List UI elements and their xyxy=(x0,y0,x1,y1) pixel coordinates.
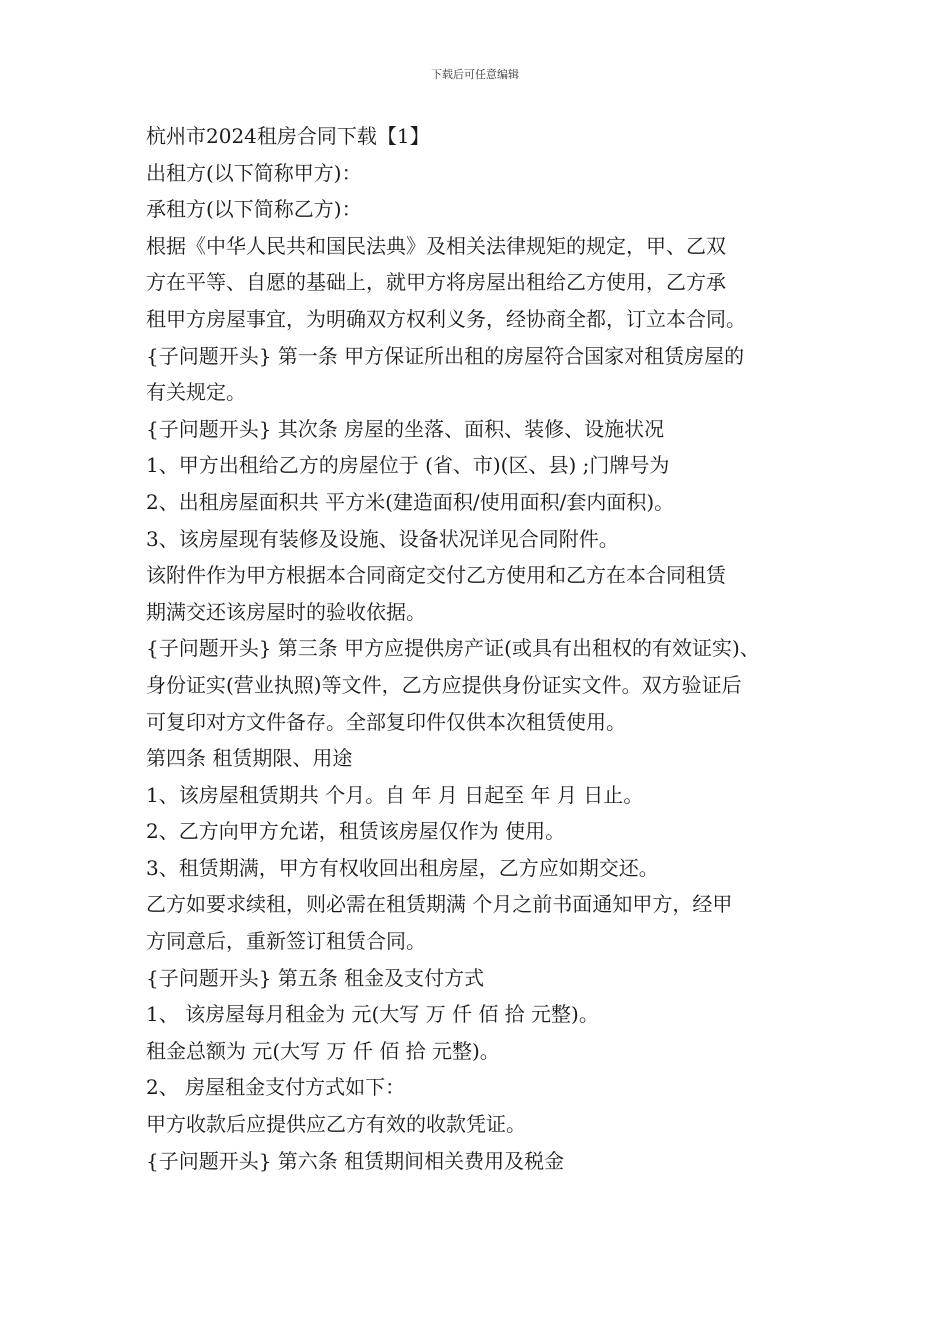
article-5-item-2: 2、 房屋租金支付方式如下： xyxy=(146,1075,406,1100)
article-3-line-2: 身份证实(营业执照)等文件，乙方应提供身份证实文件。双方验证后 xyxy=(146,672,742,697)
article-3-line-1: {子问题开头} 第三条 甲方应提供房产证(或具有出租权的有效证实)、 xyxy=(146,636,760,661)
article-5-heading: {子问题开头} 第五条 租金及支付方式 xyxy=(146,965,485,990)
article-2-note-line-2: 期满交还该房屋时的验收依据。 xyxy=(146,599,426,624)
lessor-line: 出租方(以下简称甲方)： xyxy=(146,160,362,185)
lessee-line: 承租方(以下简称乙方)： xyxy=(146,197,362,222)
preamble-line-3: 租甲方房屋事宜，为明确双方权利义务，经协商全都，订立本合同。 xyxy=(146,306,746,331)
article-2-item-1: 1、甲方出租给乙方的房屋位于 (省、市)(区、县) ;门牌号为 xyxy=(146,453,670,478)
article-5-receipt-note: 甲方收款后应提供应乙方有效的收款凭证。 xyxy=(146,1112,526,1137)
page-header-note: 下载后可任意编辑 xyxy=(431,68,519,81)
article-4-item-2: 2、乙方向甲方允诺，租赁该房屋仅作为 使用。 xyxy=(146,819,566,844)
article-4-note-line-1: 乙方如要求续租，则必需在租赁期满 个月之前书面通知甲方，经甲 xyxy=(146,892,733,917)
article-5-item-1: 1、 该房屋每月租金为 元(大写 万 仟 佰 拾 元整)。 xyxy=(146,1002,599,1027)
article-1-line-2: 有关规定。 xyxy=(146,380,246,405)
preamble-line-1: 根据《中华人民共和国民法典》及相关法律规矩的规定，甲、乙双 xyxy=(146,233,726,258)
article-2-item-2: 2、出租房屋面积共 平方米(建造面积/使用面积/套内面积)。 xyxy=(146,489,675,514)
article-1-line-1: {子问题开头} 第一条 甲方保证所出租的房屋符合国家对租赁房屋的 xyxy=(146,343,745,368)
article-2-note-line-1: 该附件作为甲方根据本合同商定交付乙方使用和乙方在本合同租赁 xyxy=(146,563,726,588)
article-4-note-line-2: 方同意后，重新签订租赁合同。 xyxy=(146,929,426,954)
article-3-line-3: 可复印对方文件备存。全部复印件仅供本次租赁使用。 xyxy=(146,709,626,734)
article-5-total-rent: 租金总额为 元(大写 万 仟 佰 拾 元整)。 xyxy=(146,1038,500,1063)
article-6-heading: {子问题开头} 第六条 租赁期间相关费用及税金 xyxy=(146,1148,565,1173)
contract-body xyxy=(146,118,814,1179)
article-2-item-3: 3、该房屋现有装修及设施、设备状况详见合同附件。 xyxy=(146,526,619,551)
article-2-heading: {子问题开头} 其次条 房屋的坐落、面积、装修、设施状况 xyxy=(146,416,665,441)
article-4-item-1: 1、该房屋租赁期共 个月。自 年 月 日起至 年 月 日止。 xyxy=(146,782,644,807)
article-4-item-3: 3、租赁期满，甲方有权收回出租房屋，乙方应如期交还。 xyxy=(146,855,659,880)
article-4-heading: 第四条 租赁期限、用途 xyxy=(146,746,353,771)
document-title: 杭州市2024租房合同下载【1】 xyxy=(146,124,430,148)
preamble-line-2: 方在平等、自愿的基础上，就甲方将房屋出租给乙方使用，乙方承 xyxy=(146,270,726,295)
